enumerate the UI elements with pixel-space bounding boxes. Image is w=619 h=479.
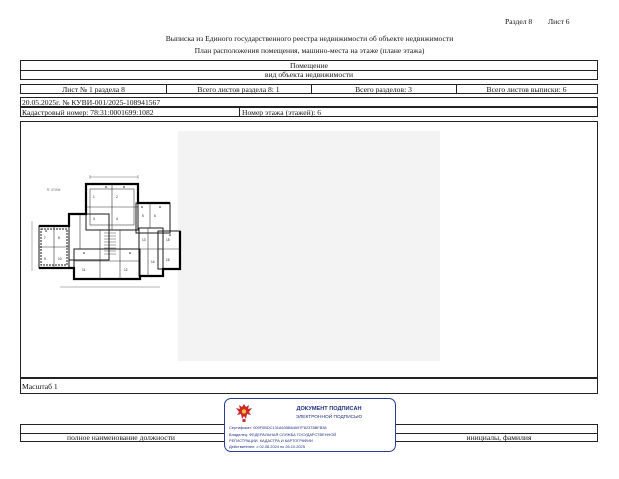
svg-text:16: 16	[166, 258, 170, 262]
scale-row	[20, 378, 598, 394]
svg-text:7: 7	[44, 236, 46, 240]
stair-hatch	[104, 233, 116, 254]
stamp-title: ДОКУМЕНТ ПОДПИСАН	[296, 406, 362, 412]
record-row	[20, 97, 598, 107]
svg-text:5: 5	[142, 214, 144, 218]
russian-eagle-emblem-icon	[233, 402, 255, 424]
name-caption: инициалы, фамилия	[466, 432, 532, 442]
svg-text:1: 1	[93, 195, 95, 199]
fixtures	[45, 186, 171, 254]
cadastral-number: Кадастровый номер: 78:31:0001699:1082	[22, 107, 154, 117]
sheet-label: Лист 6	[548, 17, 570, 26]
plan-paper-background	[178, 131, 440, 361]
position-caption: полное наименование должности	[67, 432, 175, 442]
sheet-number: Лист № 1 раздела 8	[62, 84, 125, 94]
section-label: Раздел 8	[505, 17, 533, 26]
floor-caption: 6 этаж	[47, 187, 61, 192]
svg-text:8: 8	[58, 236, 60, 240]
svg-text:10: 10	[58, 257, 62, 261]
stamp-owner-line2: РЕГИСТРАЦИИ, КАДАСТРА И КАРТОГРАФИИ	[229, 438, 313, 443]
stamp-subtitle: ЭЛЕКТРОННОЙ ПОДПИСЬЮ	[295, 415, 363, 420]
svg-text:11: 11	[82, 268, 86, 272]
svg-text:6: 6	[154, 214, 156, 218]
svg-text:3: 3	[93, 217, 95, 221]
document-title: Выписка из Единого государственного реестра недвижимости об объекте недвижимости	[165, 34, 454, 43]
sheet-info-row	[20, 84, 598, 94]
object-type-box	[20, 60, 598, 80]
record-date-number: 20.05.2025г. № КУВИ-001/2025-108941567	[22, 97, 161, 107]
electronic-signature-stamp	[224, 398, 396, 452]
sheets-total: Всего листов выписки: 6	[486, 84, 567, 94]
building-outline	[39, 184, 180, 279]
object-type-value: Помещение	[289, 61, 329, 70]
floor-plan-area	[20, 121, 598, 378]
svg-text:2: 2	[116, 195, 118, 199]
stamp-owner-line1: Владелец: ФЕДЕРАЛЬНАЯ СЛУЖБА ГОСУДАРСТВЕННОЙ	[229, 432, 337, 437]
svg-text:4: 4	[116, 217, 118, 221]
floor-plan-drawing	[20, 121, 598, 378]
sections-total: Всего разделов: 3	[355, 84, 412, 94]
ids-row	[20, 107, 598, 117]
stamp-valid: Действителен: с 02.08.2024 по 26.10.2025	[229, 444, 305, 449]
object-type-caption: вид объекта недвижимости	[264, 70, 354, 79]
floor-number: Номер этажа (этажей): 6	[242, 107, 322, 117]
document-subtitle: План расположения помещения, машино-места на этаже (плане этажа)	[194, 46, 425, 55]
scale-label: Масштаб 1	[22, 382, 58, 391]
svg-text:13: 13	[142, 238, 146, 242]
sheets-in-section: Всего листов раздела 8: 1	[197, 84, 280, 94]
svg-text:9: 9	[44, 257, 46, 261]
stamp-certificate: Сертификат: 009F0BDC131A635B64597F82378BFB38	[229, 425, 327, 430]
svg-text:14: 14	[151, 260, 155, 264]
svg-text:12: 12	[124, 268, 128, 272]
svg-text:15: 15	[166, 238, 170, 242]
